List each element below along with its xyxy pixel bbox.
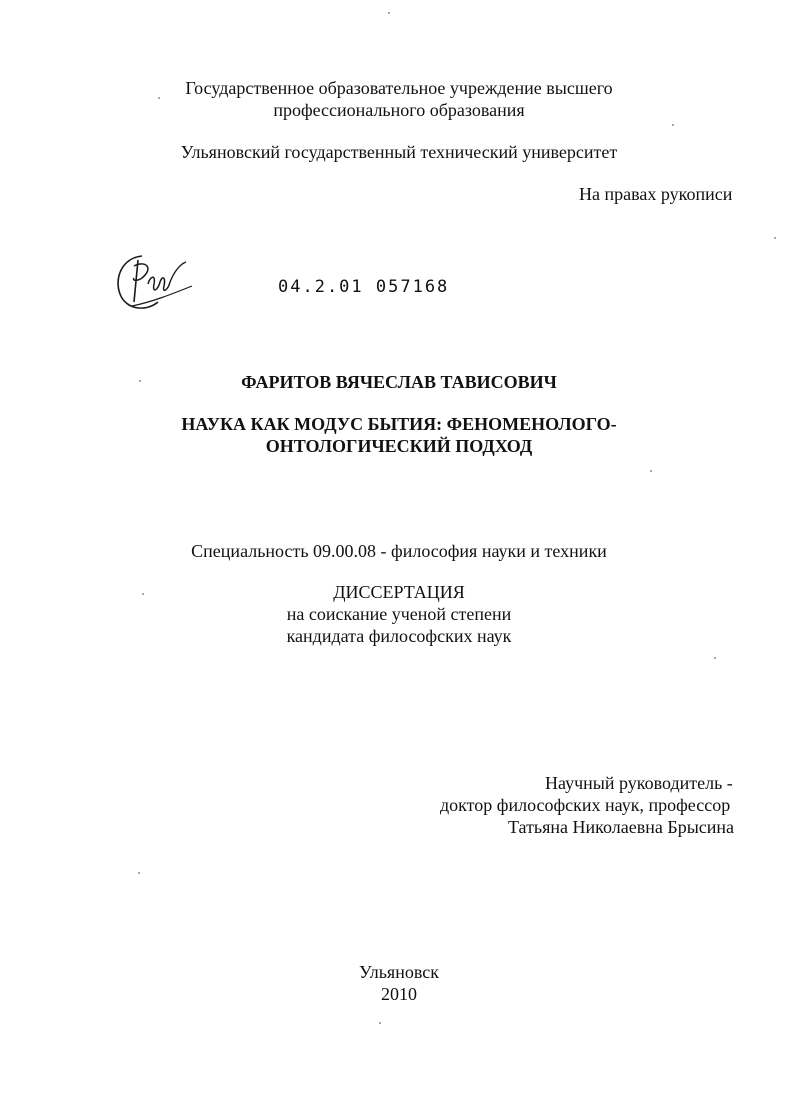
institution-line-2: профессионального образования [273, 100, 525, 120]
specialty: Специальность 09.00.08 - философия науки и техники [191, 541, 607, 561]
scan-speck [142, 593, 144, 595]
scan-speck [650, 470, 652, 472]
manuscript-rights: На правах рукописи [579, 184, 733, 204]
city: Ульяновск [359, 962, 439, 982]
supervisor-role: Научный руководитель - [545, 773, 733, 793]
handwritten-signature [112, 250, 202, 320]
supervisor-degree: доктор философских наук, профессор [440, 795, 731, 815]
university-name: Ульяновский государственный технический университет [180, 142, 618, 162]
registration-number: 04.2.01 057168 [278, 277, 450, 297]
scan-speck [774, 237, 776, 239]
dissertation-purpose-line-2: кандидата философских наук [286, 626, 512, 646]
institution-line-1: Государственное образовательное учреждение высшего [185, 78, 613, 98]
author-name: ФАРИТОВ ВЯЧЕСЛАВ ТАВИСОВИЧ [241, 372, 557, 392]
dissertation-label: ДИССЕРТАЦИЯ [333, 582, 465, 602]
scan-speck [714, 657, 716, 659]
dissertation-title-line-1: НАУКА КАК МОДУС БЫТИЯ: ФЕНОМЕНОЛОГО- [181, 414, 617, 434]
scan-speck [379, 1022, 381, 1024]
scan-speck [138, 872, 140, 874]
supervisor-name: Татьяна Николаевна Брысина [508, 817, 735, 837]
year: 2010 [381, 984, 417, 1004]
scan-speck [139, 380, 141, 382]
dissertation-purpose-line-1: на соискание ученой степени [286, 604, 512, 624]
dissertation-title-line-2: ОНТОЛОГИЧЕСКИЙ ПОДХОД [265, 436, 533, 456]
scan-speck [672, 124, 674, 126]
scan-speck [158, 97, 160, 99]
scan-speck [388, 12, 390, 14]
